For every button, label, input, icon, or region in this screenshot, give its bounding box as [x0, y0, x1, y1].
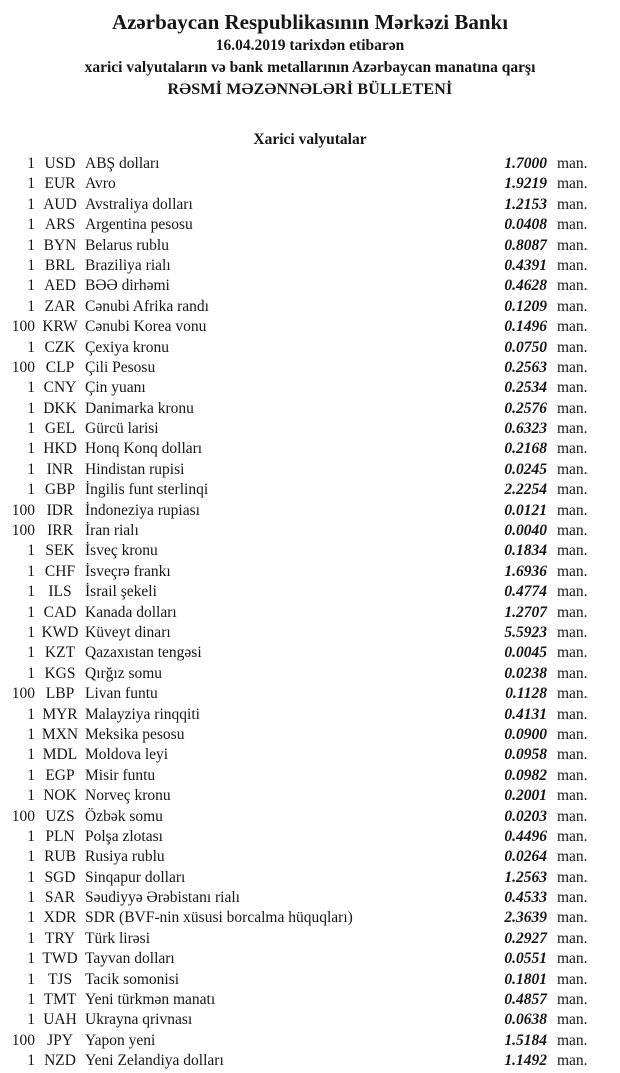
currency-name-cell: Sinqapur dolları [85, 868, 186, 886]
rate-value-cell: 0.2563 [504, 358, 547, 376]
quantity-cell: 1 [27, 236, 35, 254]
bank-title: Azərbaycan Respublikasının Mərkəzi Bankı [111, 10, 509, 34]
currency-code-cell: KRW [42, 318, 78, 336]
unit-cell: man. [557, 501, 588, 519]
quantity-cell: 1 [27, 297, 35, 315]
quantity-cell: 1 [27, 175, 35, 193]
rates-table [0, 154, 620, 1072]
currency-name-cell: Tayvan dolları [85, 950, 175, 968]
currency-name-cell: Honq Konq dolları [85, 440, 203, 458]
unit-cell: man. [557, 379, 588, 397]
rate-value-cell: 1.6936 [504, 562, 547, 580]
currency-name-cell: Cənubi Korea vonu [85, 318, 207, 336]
table-row [0, 868, 620, 888]
currency-code-cell: BYN [43, 236, 77, 254]
currency-code-cell: GEL [44, 420, 76, 438]
currency-code-cell: AED [44, 277, 76, 295]
table-row [0, 929, 620, 949]
rate-value-cell: 0.2576 [504, 399, 547, 417]
table-row [0, 684, 620, 704]
currency-code-cell: TMT [43, 991, 77, 1009]
quantity-cell: 1 [27, 542, 35, 560]
quantity-cell: 1 [27, 827, 35, 845]
rate-value-cell: 5.5923 [504, 623, 547, 641]
quantity-cell: 1 [27, 848, 35, 866]
table-row [0, 643, 620, 663]
table-row [0, 297, 620, 317]
unit-cell: man. [557, 664, 588, 682]
currency-code-cell: EUR [44, 175, 76, 193]
unit-cell: man. [557, 827, 588, 845]
quantity-cell: 100 [11, 358, 35, 376]
quantity-cell: 1 [27, 746, 35, 764]
quantity-cell: 1 [27, 256, 35, 274]
currency-code-cell: BRL [44, 256, 76, 274]
currency-code-cell: KGS [44, 664, 76, 682]
quantity-cell: 1 [27, 195, 35, 213]
unit-cell: man. [557, 420, 588, 438]
table-row [0, 215, 620, 235]
table-row [0, 501, 620, 521]
quantity-cell: 1 [27, 481, 35, 499]
table-row [0, 460, 620, 480]
table-row [0, 990, 620, 1010]
currency-name-cell: Meksika pesosu [85, 725, 185, 743]
currency-name-cell: Danimarka kronu [85, 399, 194, 417]
table-row [0, 664, 620, 684]
currency-code-cell: CNY [43, 379, 77, 397]
unit-cell: man. [557, 725, 588, 743]
rate-value-cell: 1.2563 [504, 868, 547, 886]
currency-name-cell: İran rialı [85, 522, 139, 540]
table-row [0, 807, 620, 827]
table-row [0, 195, 620, 215]
table-row [0, 480, 620, 500]
quantity-cell: 1 [27, 338, 35, 356]
unit-cell: man. [557, 522, 588, 540]
quantity-cell: 1 [27, 155, 35, 172]
unit-cell: man. [557, 583, 588, 601]
quantity-cell: 1 [27, 1011, 35, 1029]
table-row [0, 1051, 620, 1071]
unit-cell: man. [557, 256, 588, 274]
unit-cell: man. [557, 399, 588, 417]
currency-name-cell: Ukrayna qrivnası [85, 1011, 193, 1029]
currency-code-cell: TRY [44, 929, 76, 947]
table-row [0, 970, 620, 990]
table-row [0, 174, 620, 194]
rate-value-cell: 2.2254 [504, 481, 547, 499]
currency-name-cell: Misir funtu [85, 766, 156, 784]
currency-name-cell: BƏƏ dirhəmi [85, 277, 170, 295]
rate-value-cell: 0.1801 [504, 970, 547, 988]
quantity-cell: 1 [27, 623, 35, 641]
currency-code-cell: XDR [43, 909, 77, 927]
rate-value-cell: 1.2153 [504, 195, 547, 213]
quantity-cell: 1 [27, 664, 35, 682]
quantity-cell: 1 [27, 644, 35, 662]
rate-value-cell: 0.0551 [504, 950, 547, 968]
currency-name-cell: Avstraliya dolları [85, 195, 193, 213]
unit-cell: man. [557, 338, 588, 356]
rate-value-cell: 1.9219 [504, 175, 547, 193]
quantity-cell: 1 [27, 787, 35, 805]
table-row [0, 521, 620, 541]
quantity-cell: 100 [11, 1031, 35, 1049]
rate-value-cell: 0.0238 [504, 664, 547, 682]
currency-code-cell: RUB [44, 848, 76, 866]
currency-name-cell: ABŞ dolları [85, 155, 160, 172]
currency-name-cell: Türk lirəsi [85, 929, 150, 947]
unit-cell: man. [557, 216, 588, 234]
quantity-cell: 1 [27, 277, 35, 295]
rate-value-cell: 1.7000 [504, 155, 547, 172]
unit-cell: man. [557, 460, 588, 478]
unit-cell: man. [557, 277, 588, 295]
currency-name-cell: İndoneziya rupiası [85, 501, 200, 519]
unit-cell: man. [557, 1011, 588, 1029]
table-row [0, 541, 620, 561]
currency-code-cell: ILS [48, 583, 72, 601]
rate-value-cell: 0.4628 [504, 277, 547, 295]
unit-cell: man. [557, 1031, 588, 1049]
rate-value-cell: 0.4131 [504, 705, 547, 723]
rate-value-cell: 0.0982 [504, 766, 547, 784]
currency-code-cell: NOK [43, 787, 77, 805]
currency-code-cell: GBP [44, 481, 76, 499]
unit-cell: man. [557, 685, 588, 703]
rate-value-cell: 0.0750 [504, 338, 547, 356]
currency-code-cell: KZT [44, 644, 76, 662]
rate-value-cell: 0.1209 [504, 297, 547, 315]
rate-value-cell: 0.4391 [504, 256, 547, 274]
unit-cell: man. [557, 909, 588, 927]
rate-value-cell: 0.0408 [504, 216, 547, 234]
rate-value-cell: 1.1492 [504, 1052, 547, 1070]
rate-value-cell: 0.0638 [504, 1011, 547, 1029]
currency-name-cell: Özbək somu [85, 807, 163, 825]
currency-name-cell: İngilis funt sterlinqi [85, 481, 209, 499]
unit-cell: man. [557, 358, 588, 376]
currency-code-cell: CZK [44, 338, 76, 356]
currency-code-cell: NZD [44, 1052, 76, 1070]
unit-cell: man. [557, 807, 588, 825]
currency-name-cell: Çexiya kronu [85, 338, 169, 356]
unit-cell: man. [557, 542, 588, 560]
currency-name-cell: Polşa zlotası [85, 827, 163, 845]
table-row [0, 338, 620, 358]
currency-code-cell: ZAR [44, 297, 76, 315]
currency-code-cell: JPY [47, 1031, 73, 1049]
currency-name-cell: Qazaxıstan tengəsi [85, 644, 202, 662]
unit-cell: man. [557, 705, 588, 723]
table-row [0, 236, 620, 256]
unit-cell: man. [557, 481, 588, 499]
currency-name-cell: Rusiya rublu [85, 848, 165, 866]
quantity-cell: 1 [27, 970, 35, 988]
currency-name-cell: Malayziya rinqqiti [85, 705, 200, 723]
currency-code-cell: HKD [43, 440, 77, 458]
table-row [0, 623, 620, 643]
currency-name-cell: Braziliya rialı [85, 256, 171, 274]
table-row [0, 908, 620, 928]
unit-cell: man. [557, 297, 588, 315]
rate-value-cell: 0.4857 [504, 991, 547, 1009]
table-row [0, 786, 620, 806]
quantity-cell: 1 [27, 603, 35, 621]
currency-code-cell: UZS [45, 807, 75, 825]
quantity-cell: 1 [27, 868, 35, 886]
table-row [0, 1031, 620, 1051]
currency-code-cell: SAR [44, 889, 76, 907]
currency-name-cell: Hindistan rupisi [85, 460, 185, 478]
currency-name-cell: Gürcü larisi [85, 420, 159, 438]
currency-code-cell: MDL [42, 746, 78, 764]
rate-value-cell: 0.0121 [504, 501, 547, 519]
currency-code-cell: EGP [45, 766, 75, 784]
quantity-cell: 1 [27, 440, 35, 458]
currency-code-cell: AUD [43, 195, 77, 213]
effective-date-line: 16.04.2019 tarixdən etibarən [215, 37, 405, 54]
table-row [0, 419, 620, 439]
currency-name-cell: Küveyt dinarı [85, 623, 171, 641]
table-row [0, 888, 620, 908]
currency-code-cell: CHF [44, 562, 76, 580]
table-row [0, 358, 620, 378]
currency-name-cell: Yapon yeni [85, 1031, 156, 1049]
currency-name-cell: Səudiyyə Ərəbistanı rialı [85, 889, 240, 907]
rate-value-cell: 0.2001 [504, 787, 547, 805]
currency-code-cell: UAH [43, 1011, 77, 1029]
quantity-cell: 1 [27, 950, 35, 968]
currency-code-cell: MXN [41, 725, 79, 743]
table-row [0, 705, 620, 725]
currency-name-cell: Tacik somonisi [85, 970, 180, 988]
currency-code-cell: KWD [41, 623, 79, 641]
currency-name-cell: İsrail şekeli [85, 583, 157, 601]
unit-cell: man. [557, 440, 588, 458]
table-row [0, 949, 620, 969]
currency-name-cell: Çili Pesosu [85, 358, 156, 376]
currency-code-cell: TJS [47, 970, 73, 988]
rate-value-cell: 0.8087 [504, 236, 547, 254]
rate-value-cell: 0.0203 [504, 807, 547, 825]
section-title-foreign-currencies: Xarici valyutalar [253, 131, 367, 148]
table-row [0, 378, 620, 398]
unit-cell: man. [557, 318, 588, 336]
quantity-cell: 1 [27, 725, 35, 743]
table-row [0, 847, 620, 867]
currency-code-cell: SEK [45, 542, 75, 560]
table-row [0, 827, 620, 847]
table-row [0, 745, 620, 765]
rate-value-cell: 0.1496 [504, 318, 547, 336]
currency-name-cell: Cənubi Afrika randı [85, 297, 209, 315]
table-row [0, 154, 620, 174]
currency-name-cell: Yeni Zelandiya dolları [85, 1052, 224, 1070]
rate-value-cell: 0.0958 [504, 746, 547, 764]
currency-code-cell: DKK [43, 399, 77, 417]
quantity-cell: 100 [11, 685, 35, 703]
currency-name-cell: İsveç kronu [85, 542, 158, 560]
quantity-cell: 1 [27, 583, 35, 601]
unit-cell: man. [557, 236, 588, 254]
currency-code-cell: ARS [44, 216, 76, 234]
currency-name-cell: Yeni türkmən manatı [85, 991, 216, 1009]
currency-name-cell: İsveçrə frankı [85, 562, 171, 580]
bulletin-title: RƏSMİ MƏZƏNNƏLƏRİ BÜLLETENİ [167, 81, 453, 98]
document-subtitle: xarici valyutaların və bank metallarının Azərbaycan manatına qarşı [84, 59, 536, 76]
table-row [0, 439, 620, 459]
currency-code-cell: LBP [45, 685, 75, 703]
table-row [0, 276, 620, 296]
quantity-cell: 1 [27, 379, 35, 397]
quantity-cell: 1 [27, 766, 35, 784]
table-row [0, 766, 620, 786]
currency-name-cell: Çin yuanı [85, 379, 146, 397]
currency-name-cell: SDR (BVF-nin xüsusi borcalma hüquqları) [85, 909, 353, 927]
unit-cell: man. [557, 787, 588, 805]
rate-value-cell: 2.3639 [504, 909, 547, 927]
currency-code-cell: INR [46, 460, 74, 478]
unit-cell: man. [557, 623, 588, 641]
rate-value-cell: 0.4496 [504, 827, 547, 845]
table-row [0, 603, 620, 623]
quantity-cell: 1 [27, 562, 35, 580]
unit-cell: man. [557, 746, 588, 764]
rate-value-cell: 1.2707 [504, 603, 547, 621]
document-header [0, 0, 620, 101]
quantity-cell: 1 [27, 399, 35, 417]
rate-value-cell: 0.2534 [504, 379, 547, 397]
table-row [0, 582, 620, 602]
currency-code-cell: USD [44, 155, 76, 172]
unit-cell: man. [557, 848, 588, 866]
currency-name-cell: Moldova leyi [85, 746, 169, 764]
currency-code-cell: SGD [44, 868, 76, 886]
rate-value-cell: 0.2927 [504, 929, 547, 947]
currency-code-cell: IDR [46, 501, 74, 519]
unit-cell: man. [557, 603, 588, 621]
quantity-cell: 1 [27, 420, 35, 438]
quantity-cell: 100 [11, 807, 35, 825]
table-row [0, 562, 620, 582]
quantity-cell: 100 [11, 522, 35, 540]
unit-cell: man. [557, 929, 588, 947]
quantity-cell: 1 [27, 991, 35, 1009]
unit-cell: man. [557, 195, 588, 213]
table-row [0, 725, 620, 745]
currency-name-cell: Qırğız somu [85, 664, 163, 682]
rate-value-cell: 0.0045 [504, 644, 547, 662]
currency-code-cell: MYR [42, 705, 78, 723]
unit-cell: man. [557, 1052, 588, 1070]
rate-value-cell: 0.1128 [505, 685, 547, 703]
unit-cell: man. [557, 175, 588, 193]
unit-cell: man. [557, 644, 588, 662]
table-row [0, 256, 620, 276]
quantity-cell: 1 [27, 460, 35, 478]
rate-value-cell: 0.0264 [504, 848, 547, 866]
rate-value-cell: 0.4533 [504, 889, 547, 907]
unit-cell: man. [557, 970, 588, 988]
currency-name-cell: Livan funtu [85, 685, 158, 703]
quantity-cell: 1 [27, 705, 35, 723]
rate-value-cell: 0.0900 [504, 725, 547, 743]
unit-cell: man. [557, 950, 588, 968]
quantity-cell: 1 [27, 909, 35, 927]
rate-value-cell: 1.5184 [504, 1031, 547, 1049]
unit-cell: man. [557, 766, 588, 784]
unit-cell: man. [557, 155, 588, 172]
currency-code-cell: PLN [45, 827, 75, 845]
quantity-cell: 100 [11, 318, 35, 336]
quantity-cell: 100 [11, 501, 35, 519]
rate-value-cell: 0.4774 [504, 583, 547, 601]
currency-name-cell: Belarus rublu [85, 236, 169, 254]
currency-code-cell: CAD [43, 603, 77, 621]
currency-name-cell: Norveç kronu [85, 787, 171, 805]
currency-code-cell: CLP [45, 358, 75, 376]
currency-name-cell: Argentina pesosu [85, 216, 193, 234]
currency-name-cell: Kanada dolları [85, 603, 177, 621]
quantity-cell: 1 [27, 929, 35, 947]
currency-code-cell: IRR [47, 522, 73, 540]
unit-cell: man. [557, 889, 588, 907]
rate-value-cell: 0.1834 [504, 542, 547, 560]
currency-code-cell: TWD [42, 950, 78, 968]
table-row [0, 1010, 620, 1030]
rate-value-cell: 0.2168 [504, 440, 547, 458]
unit-cell: man. [557, 562, 588, 580]
unit-cell: man. [557, 868, 588, 886]
rate-value-cell: 0.6323 [504, 420, 547, 438]
currency-name-cell: Avro [85, 175, 116, 193]
quantity-cell: 1 [27, 889, 35, 907]
table-row [0, 399, 620, 419]
quantity-cell: 1 [27, 1052, 35, 1070]
rate-value-cell: 0.0040 [504, 522, 547, 540]
rate-value-cell: 0.0245 [504, 460, 547, 478]
table-row [0, 317, 620, 337]
unit-cell: man. [557, 991, 588, 1009]
quantity-cell: 1 [27, 216, 35, 234]
